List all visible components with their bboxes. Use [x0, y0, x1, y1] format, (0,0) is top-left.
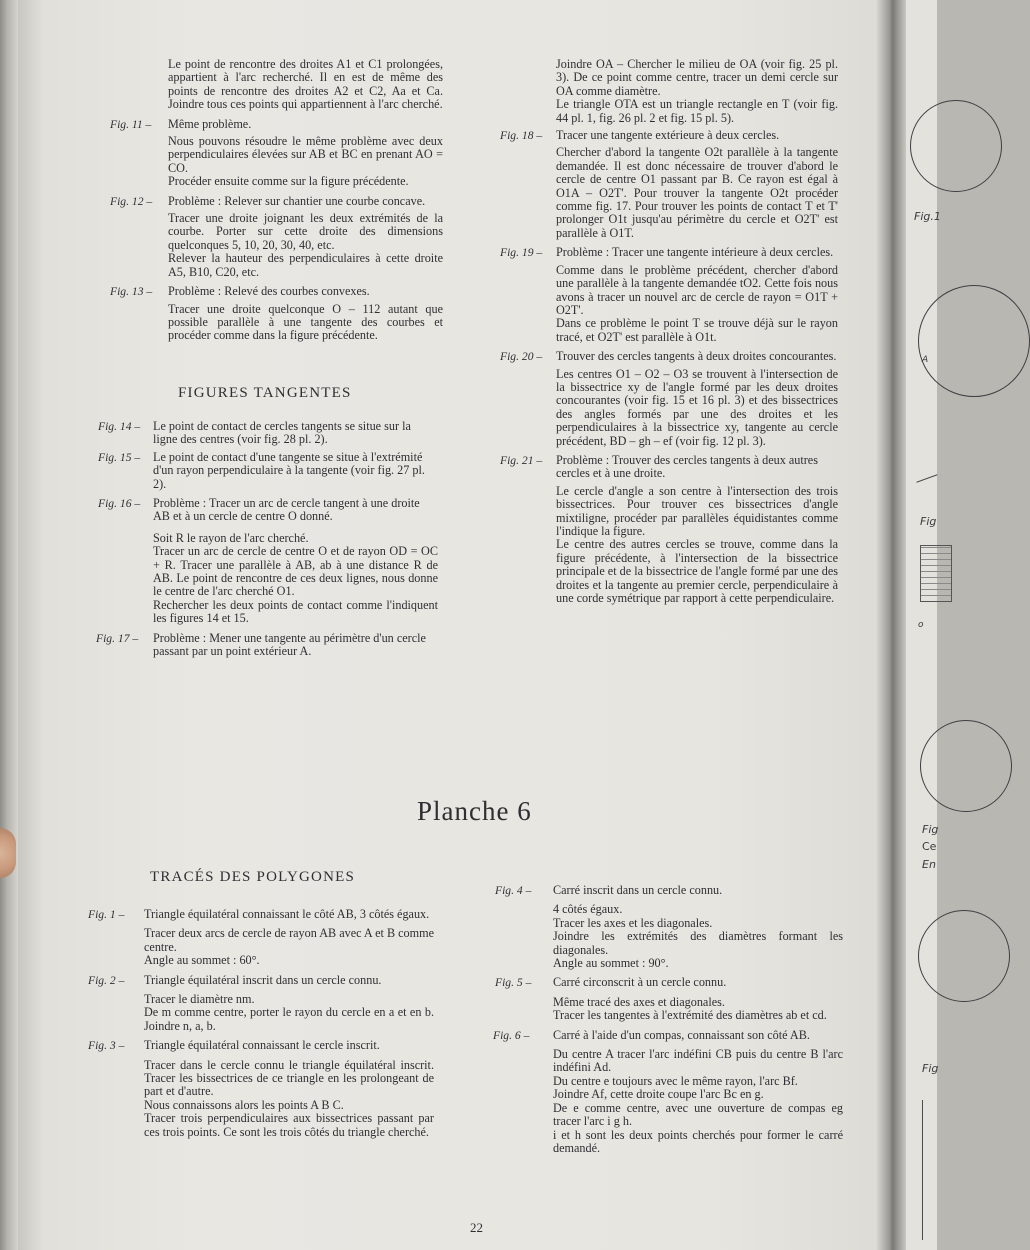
- entry-body: Même tracé des axes et diagonales.: [553, 994, 725, 1009]
- fig-ref: Fig. 1 –: [88, 908, 125, 921]
- polygones-left-column: [88, 907, 434, 1139]
- next-page-label: Fig: [920, 515, 937, 528]
- entry-body: Angle au sommet : 90°.: [553, 956, 669, 971]
- entry-body: De e comme centre, avec une ouverture de compas eg tracer l'arc i g h.: [553, 1100, 843, 1129]
- entry-fig-18: [500, 128, 838, 240]
- top-right-column: [500, 57, 838, 606]
- fig-ref: Fig. 17 –: [96, 631, 139, 645]
- section-heading-tangentes: FIGURES TANGENTES: [178, 385, 352, 401]
- next-page-label: Ce: [922, 840, 937, 853]
- entry-head: Problème : Tracer une tangente intérieure à deux cercles.: [556, 245, 834, 260]
- entry-fig-6: [493, 1027, 843, 1156]
- fig-ref: Fig. 16 –: [98, 497, 141, 511]
- entry-body: Tracer les tangentes à l'extrémité des diamètres ab et cd.: [553, 1008, 827, 1023]
- polygones-right-column: [493, 883, 843, 1155]
- entry-body: Angle au sommet : 60°.: [144, 953, 260, 968]
- entry-body: 4 côtés égaux.: [553, 902, 623, 917]
- entry-body: Dans ce problème le point T se trouve déjà sur le rayon tracé, et O2T' est parallèle à O1t.: [556, 316, 838, 344]
- book-page: [18, 0, 888, 1250]
- arc-drawing: [918, 285, 1030, 397]
- entry-fig-2: [88, 972, 434, 1034]
- entry-head: Triangle équilatéral inscrit dans un cercle connu.: [144, 972, 382, 987]
- entry-fig-20: [500, 349, 838, 448]
- entry-head: Problème : Mener une tangente au périmètre d'un cercle passant par un point extérieur A.: [153, 630, 426, 659]
- entry-head: Triangle équilatéral connaissant le cercle inscrit.: [144, 1038, 380, 1053]
- entry-body: Nous connaissons alors les points A B C.: [144, 1097, 344, 1112]
- entry-head: Même problème.: [168, 116, 252, 131]
- arc-drawing: [920, 720, 1012, 812]
- entry-head: Triangle équilatéral connaissant le côté AB, 3 côtés égaux.: [144, 907, 430, 921]
- next-page-label: En: [922, 858, 936, 871]
- top-left-column: [110, 57, 443, 343]
- entry-head: Le point de contact de cercles tangents se situe sur la ligne des centres (voir fig. 28 pl. 2).: [153, 419, 411, 447]
- entry-body: Tracer dans le cercle connu le triangle équilatéral inscrit. Tracer les bissectrices de ce triangle en les prolongeant de part et d'autre.: [144, 1057, 434, 1099]
- entry-head: Carré inscrit dans un cercle connu.: [553, 883, 723, 897]
- grid-drawing: [920, 545, 952, 602]
- entry-fig-14: [98, 419, 438, 447]
- continuation-text: Joindre OA – Chercher le milieu de OA (voir fig. 25 pl. 3). De ce point comme centre, tracer un demi cercle sur OA comme diamètre.: [556, 57, 838, 98]
- entry-body: Tracer une droite joignant les deux extrémités de la courbe. Porter sur cette droite des dimensions quelconques 5, 10, 20, 30, 40, etc.: [168, 211, 443, 252]
- entry-head: Problème : Relever sur chantier une courbe concave.: [168, 193, 426, 208]
- entry-fig-1: [88, 907, 434, 968]
- fig-ref: Fig. 18 –: [500, 129, 543, 143]
- fig-ref: Fig. 11 –: [110, 117, 152, 131]
- next-page-label: Fig.1: [914, 210, 941, 223]
- line-drawing: [916, 474, 937, 483]
- entry-fig-13: [110, 284, 443, 343]
- entry-body: Tracer deux arcs de cercle de rayon AB avec A et B comme centre.: [144, 926, 434, 954]
- entry-body: Comme dans le problème précédent, chercher d'abord une parallèle à la tangente demandée tO2. Cette fois nous avons à tracer un nouvel arc de cercle de rayon = O1T + O2T'.: [556, 262, 838, 317]
- planche-title: Planche 6: [417, 796, 532, 826]
- entry-head: Carré circonscrit à un cercle connu.: [553, 975, 727, 990]
- entry-fig-5: [495, 975, 843, 1023]
- fig-ref: Fig. 6 –: [493, 1028, 530, 1042]
- entry-body: Tracer un arc de cercle de centre O et de rayon OD = OC + R. Tracer une parallèle à AB, ab à une distance R de AB. Le point de rencontre de ces deux lignes, nous donne le centre de l'arc cherché O1.: [153, 544, 438, 599]
- entry-body: Tracer trois perpendiculaires aux bissectrices passant par ces trois points. Ce sont les trois côtés du triangle cherché.: [144, 1111, 434, 1139]
- entry-body: Tracer les axes et les diagonales.: [553, 915, 713, 930]
- tangentes-column: [96, 419, 438, 659]
- entry-body: Le cercle d'angle a son centre à l'intersection des trois bissectrices. Pour trouver ces bissectrices d'angle mixtiligne, procéder par parallèles équidistantes comme l'indique la figure.: [556, 483, 838, 538]
- fig-ref: Fig. 12 –: [110, 194, 153, 208]
- entry-head: Problème : Relevé des courbes convexes.: [168, 284, 370, 299]
- entry-body: Du centre e toujours avec le même rayon, l'arc Bf.: [553, 1073, 798, 1088]
- book-gutter: [876, 0, 906, 1250]
- entry-fig-21: [500, 452, 838, 606]
- entry-body: Relever la hauteur des perpendiculaires à cette droite A5, B10, C20, etc.: [168, 251, 443, 279]
- fig-ref: Fig. 20 –: [500, 350, 543, 364]
- arc-drawing: [910, 100, 1002, 192]
- page-number: 22: [470, 1220, 483, 1235]
- entry-head: Problème : Trouver des cercles tangents à deux autres cercles et à une droite.: [556, 452, 818, 481]
- entry-body: Chercher d'abord la tangente O2t parallèle à la tangente demandée. Il est donc nécessaire de trouver d'abord le cercle de centre O1 passant par B. Ce rayon est égal à O1A – O2T'. Pour trouver la tangente O2t procéder comme fig. 17. Pour trouver les points de contact T et T' prolonger O1t jusqu'au périmètre du cercle et O2T' est parallèle à O1T.: [556, 145, 838, 240]
- continuation-text: Le point de rencontre des droites A1 et C1 prolongées, appartient à l'arc recherché. Il en est de même des points de rencontre des droites A2 et C2, Aa et Ca. Joindre tous ces points qui appartiennent à l'arc cherché.: [168, 57, 443, 112]
- line-drawing: [922, 1100, 923, 1240]
- book-left-edge: [0, 0, 18, 1250]
- entry-head: Problème : Tracer un arc de cercle tangent à une droite AB et à un cercle de centre O donné.: [153, 496, 420, 524]
- entry-body: Du centre A tracer l'arc indéfini CB puis du centre B l'arc indéfini Ad.: [553, 1047, 843, 1075]
- fig-ref: Fig. 14 –: [98, 420, 141, 433]
- fig-ref: Fig. 19 –: [500, 246, 543, 260]
- entry-fig-15: [98, 449, 438, 491]
- next-page-label: A: [922, 355, 929, 365]
- entry-body: i et h sont les deux points cherchés pour former le carré demandé.: [553, 1127, 843, 1155]
- entry-fig-11: [110, 116, 443, 189]
- next-page-label: o: [918, 620, 924, 630]
- entry-body: Nous pouvons résoudre le même problème avec deux perpendiculaires élevées sur AB et BC en prenant AO = CO.: [168, 134, 443, 175]
- next-page-label: Fig: [922, 1062, 939, 1075]
- entry-fig-4: [495, 883, 843, 971]
- entry-fig-12: [110, 193, 443, 279]
- entry-body: Procéder ensuite comme sur la figure précédente.: [168, 174, 409, 189]
- fig-ref: Fig. 2 –: [88, 973, 125, 987]
- entry-fig-19: [500, 245, 838, 344]
- fig-ref: Fig. 3 –: [88, 1039, 125, 1053]
- next-page-label: Fig: [922, 823, 939, 836]
- fig-ref: Fig. 21 –: [500, 453, 543, 467]
- section-heading-polygones: TRACÉS DES POLYGONES: [150, 869, 356, 885]
- fig-ref: Fig. 4 –: [495, 884, 532, 897]
- entry-body: Les centres O1 – O2 – O3 se trouvent à l'intersection de la bissectrice xy de l'angle formé par les deux droites concourantes (voir fig. 15 et 16 pl. 3) et des bissectrices des angles formés par une des droites et les perpendiculaires à la bissectrice xy, tangente au cercle précédent, BD – gh – ef (voir fig. 12 pl. 3).: [556, 366, 838, 448]
- continuation-text: Le triangle OTA est un triangle rectangle en T (voir fig. 44 pl. 1, fig. 26 pl. 2 et fig. 15 pl. 5).: [556, 97, 838, 125]
- fig-ref: Fig. 5 –: [495, 976, 532, 990]
- entry-fig-3: [88, 1038, 434, 1139]
- entry-body: Tracer une droite quelconque O – 112 autant que possible parallèle à une tangente des courbes et procéder comme dans la figure précédente.: [168, 301, 443, 343]
- entry-body: De m comme centre, porter le rayon du cercle en a et en b. Joindre n, a, b.: [144, 1005, 434, 1033]
- entry-body: Le centre des autres cercles se trouve, comme dans la figure précédente, à l'intersection de la bissectrice principale et de la bissectrice de l'angle formé par une des droites et la tangente au premier cercle, perpendiculaire à une corde symétrique par rapport à cette perpendiculaire.: [556, 537, 838, 606]
- arc-drawing: [918, 910, 1010, 1002]
- entry-head: Tracer une tangente extérieure à deux cercles.: [556, 128, 780, 143]
- entry-body: Soit R le rayon de l'arc cherché.: [153, 530, 309, 545]
- entry-fig-16: [98, 496, 438, 626]
- fig-ref: Fig. 13 –: [110, 285, 153, 299]
- next-page-edge: [906, 0, 941, 1250]
- entry-head: Trouver des cercles tangents à deux droites concourantes.: [556, 349, 837, 364]
- entry-body: Joindre Af, cette droite coupe l'arc Bc en g.: [553, 1087, 764, 1102]
- entry-body: Joindre les extrémités des diamètres formant les diagonales.: [553, 929, 843, 957]
- entry-head: Le point de contact d'une tangente se situe à l'extrémité d'un rayon perpendiculaire à la tangente (voir fig. 27 pl. 2).: [153, 449, 425, 491]
- entry-fig-17: [96, 630, 438, 659]
- fig-ref: Fig. 15 –: [98, 450, 141, 464]
- entry-head: Carré à l'aide d'un compas, connaissant son côté AB.: [553, 1027, 810, 1042]
- entry-body: Tracer le diamètre nm.: [144, 992, 255, 1007]
- entry-body: Rechercher les deux points de contact comme l'indiquent les figures 14 et 15.: [153, 597, 438, 626]
